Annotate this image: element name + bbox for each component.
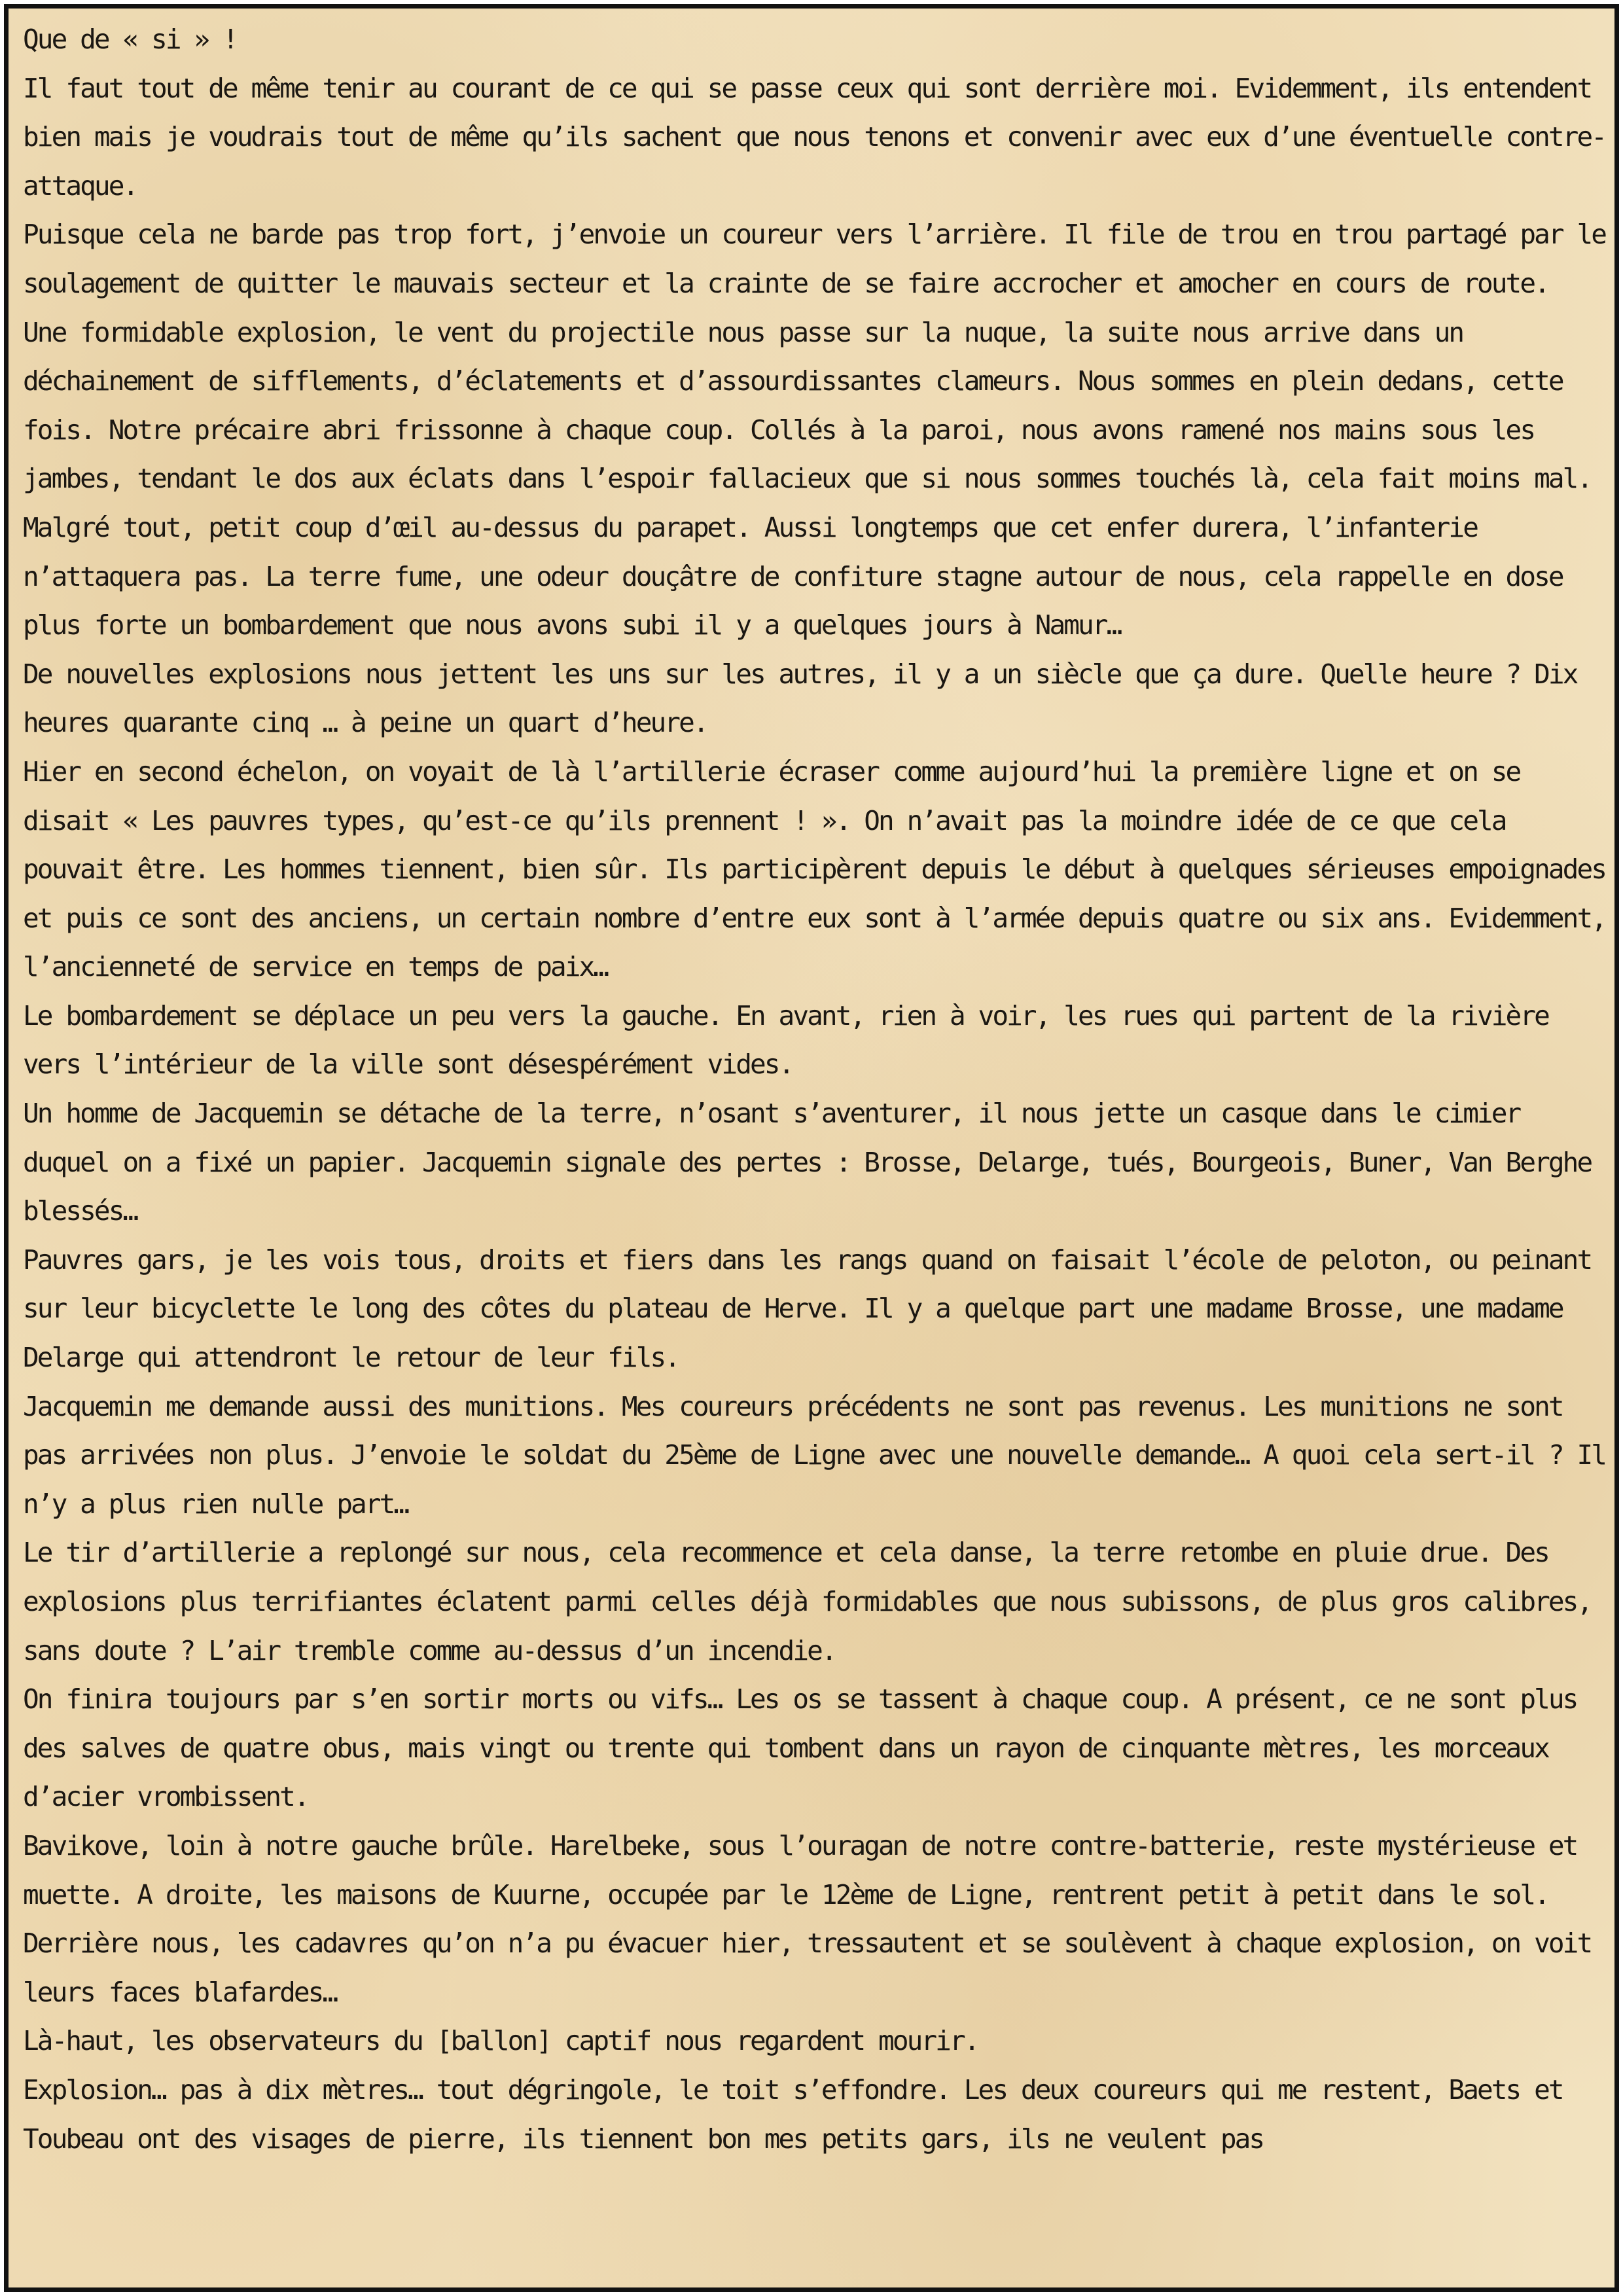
paragraph: De nouvelles explosions nous jettent les uns sur les autres, il y a un siècle que ça dure. Quelle heure ? Dix heures quarante cinq … à peine un quart d’heure. — [23, 658, 1577, 739]
paragraph: Puisque cela ne barde pas trop fort, j’envoie un coureur vers l’arrière. Il file de trou en trou partagé par le soulagement de quitter le mauvais secteur et la crainte de se faire accrocher et amocher en cours de route. — [23, 219, 1606, 299]
paragraph: Bavikove, loin à notre gauche brûle. Harelbeke, sous l’ouragan de notre contre-batterie, reste mystérieuse et muette. A droite, les maisons de Kuurne, occupée par le 12ème de Ligne, rentrent petit à petit dans le sol. Derrière nous, les cadavres qu’on n’a pu évacuer hier, tressautent et se soulèvent à chaque explosion, on voit leurs faces blafardes… — [23, 1829, 1592, 2008]
paragraph: Une formidable explosion, le vent du projectile nous passe sur la nuque, la suite nous arrive dans un déchainement de sifflements, d’éclatements et d’assourdissantes clameurs. Nous sommes en plein dedans, cette fois. Notre précaire abri frissonne à chaque coup. Collés à la paroi, nous avons ramené nos mains sous les jambes, tendant le dos aux éclats dans l’espoir fallacieux que si nous sommes touchés là, cela fait moins mal. — [23, 316, 1592, 495]
paragraph: Pauvres gars, je les vois tous, droits et fiers dans les rangs quand on faisait l’école de peloton, ou peinant sur leur bicyclette le long des côtes du plateau de Herve. Il y a quelque part une madame Brosse, une madame Delarge qui attendront le retour de leur fils. — [23, 1244, 1592, 1374]
paragraph: Il faut tout de même tenir au courant de ce qui se passe ceux qui sont derrière moi. Evidemment, ils entendent bien mais je voudrais tout de même qu’ils sachent que nous tenons et convenir avec eux d’une éventuelle contre-attaque. — [23, 72, 1606, 202]
paragraph: Malgré tout, petit coup d’œil au-dessus du parapet. Aussi longtemps que cet enfer durera, l’infanterie n’attaquera pas. La terre fume, une odeur douçâtre de confiture stagne autour de nous, cela rappelle en dose plus forte un bombardement que nous avons subi il y a quelques jours à Namur… — [23, 511, 1563, 641]
paragraph: Que de « si » ! — [23, 24, 237, 55]
document-body — [23, 15, 1607, 2163]
paragraph: Un homme de Jacquemin se détache de la terre, n’osant s’aventurer, il nous jette un casque dans le cimier duquel on a fixé un papier. Jacquemin signale des pertes : Brosse, Delarge, tués, Bourgeois, Buner, Van Berghe blessés… — [23, 1098, 1592, 1227]
document-page — [4, 4, 1619, 2292]
paragraph: Là-haut, les observateurs du [ballon] captif nous regardent mourir. — [23, 2025, 978, 2057]
paragraph: Le bombardement se déplace un peu vers la gauche. En avant, rien à voir, les rues qui partent de la rivière vers l’intérieur de la ville sont désespérément vides. — [23, 999, 1548, 1081]
paragraph: On finira toujours par s’en sortir morts ou vifs… Les os se tassent à chaque coup. A présent, ce ne sont plus des salves de quatre obus, mais vingt ou trente qui tombent dans un rayon de cinquante mètres, les morceaux d’acier vrombissent. — [23, 1683, 1577, 1813]
paragraph: Hier en second échelon, on voyait de là l’artillerie écraser comme aujourd’hui la première ligne et on se disait « Les pauvres types, qu’est-ce qu’ils prennent ! ». On n’avait pas la moindre idée de ce que cela pouvait être. Les hommes tiennent, bien sûr. Ils participèrent depuis le début à quelques sérieuses empoignades et puis ce sont des anciens, un certain nombre d’entre eux sont à l’armée depuis quatre ou six ans. Evidemment, l’ancienneté de service en temps de paix… — [23, 755, 1606, 983]
paragraph: Jacquemin me demande aussi des munitions. Mes coureurs précédents ne sont pas revenus. Les munitions ne sont pas arrivées non plus. J’envoie le soldat du 25ème de Ligne avec une nouvelle demande… A quoi cela sert-il ? Il n’y a plus rien nulle part… — [23, 1390, 1606, 1520]
paragraph: Le tir d’artillerie a replongé sur nous, cela recommence et cela danse, la terre retombe en pluie drue. Des explosions plus terrifiantes éclatent parmi celles déjà formidables que nous subissons, de plus gros calibres, sans doute ? L’air tremble comme au-dessus d’un incendie. — [23, 1537, 1592, 1666]
paragraph: Explosion… pas à dix mètres… tout dégringole, le toit s’effondre. Les deux coureurs qui me restent, Baets et Toubeau ont des visages de pierre, ils tiennent bon mes petits gars, ils ne veulent pas — [23, 2073, 1563, 2155]
